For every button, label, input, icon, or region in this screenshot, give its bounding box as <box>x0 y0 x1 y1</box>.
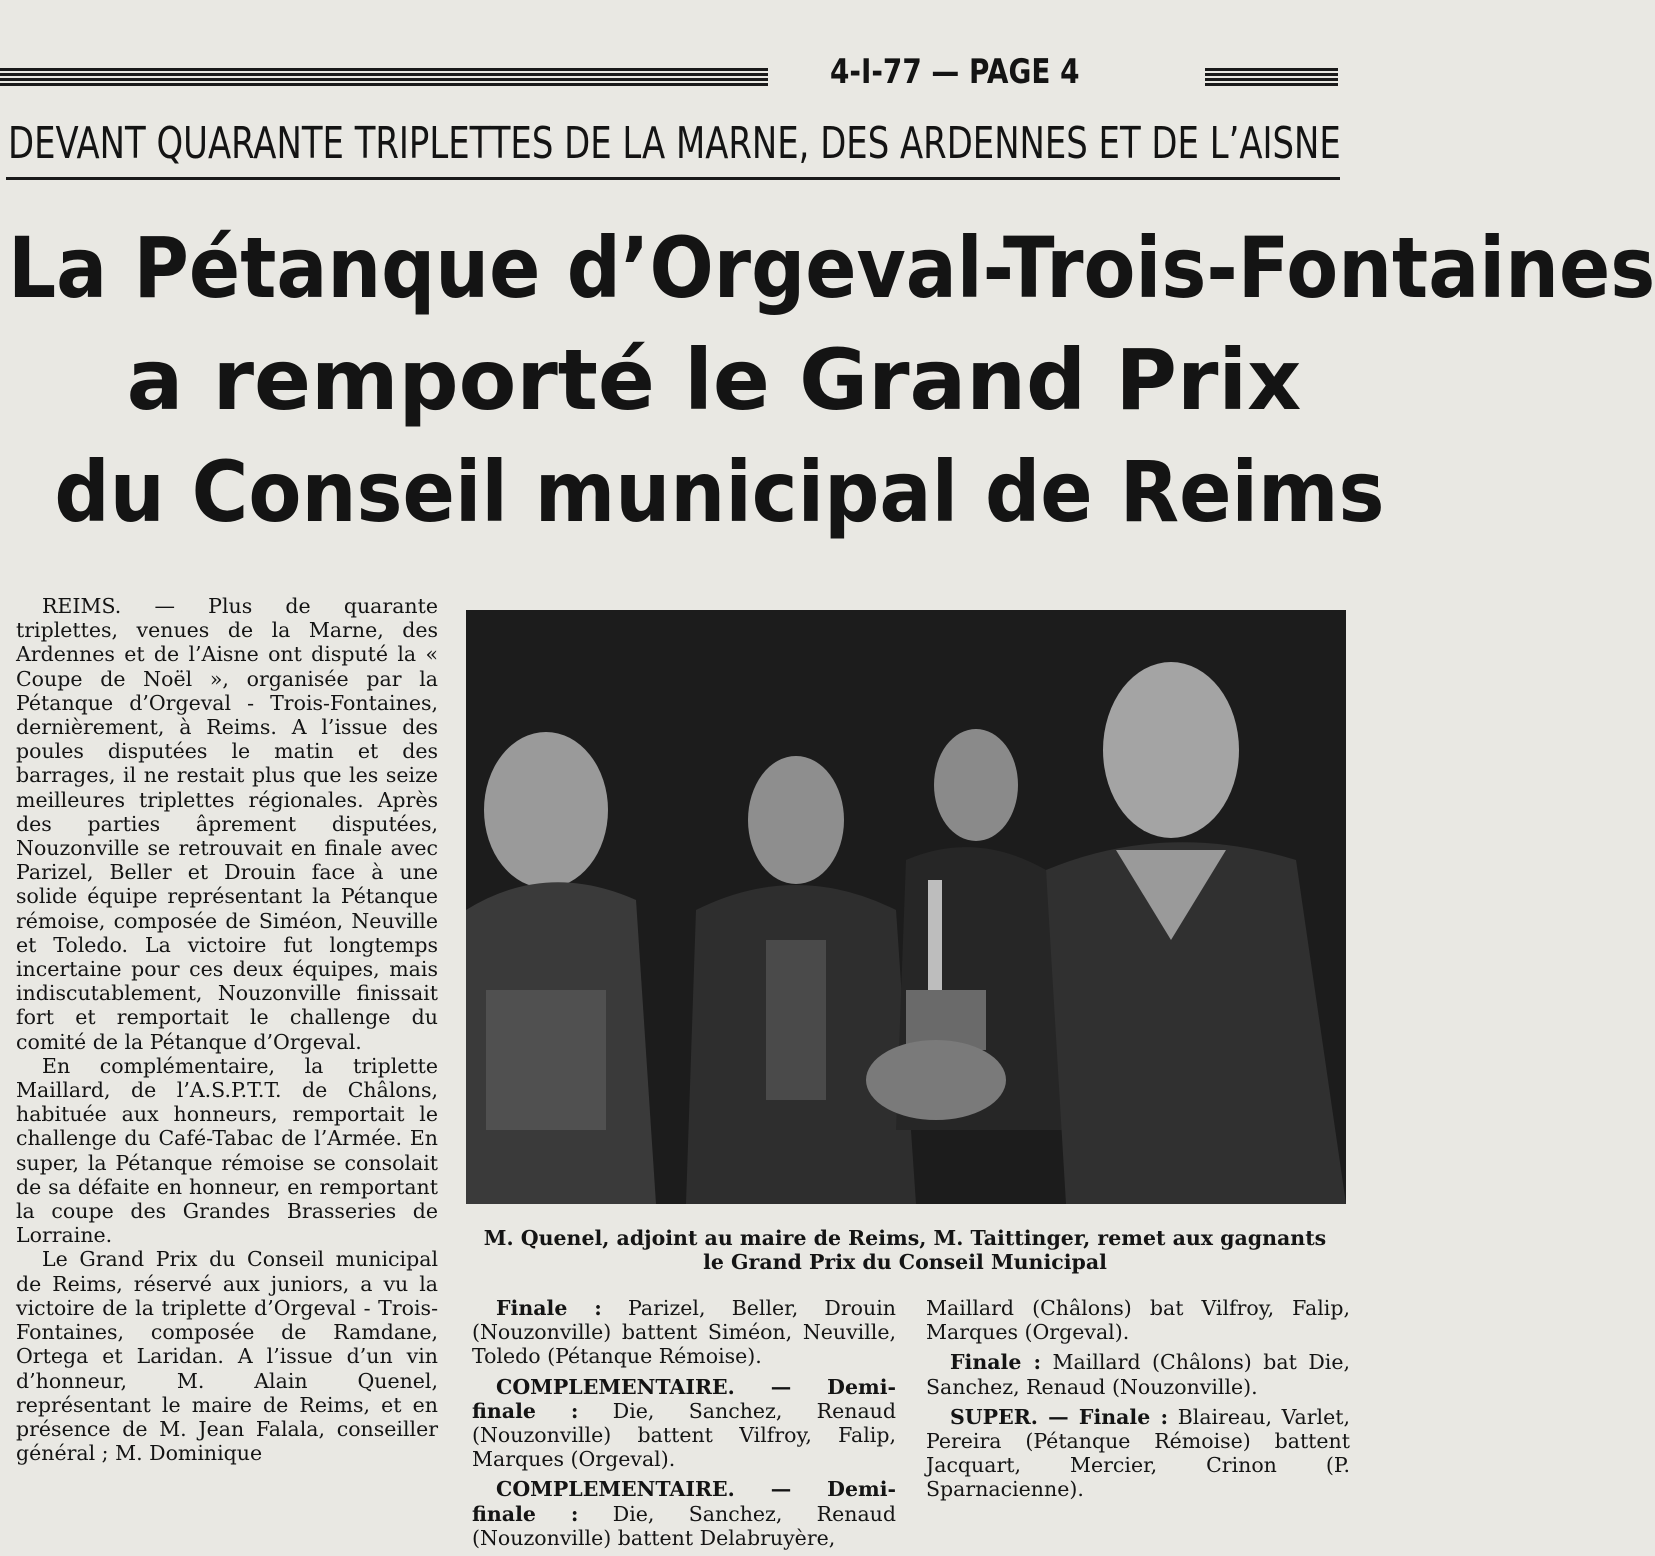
article-paragraph: En complémentaire, la triplette Maillard, de l’A.S.P.T.T. de Châlons, habituée aux honneurs, remportait le challenge du Café-Tabac de l’Armée. En super, la Pétanque rémoise se consolait de sa défaite en honneur, en remportant la coupe des Grandes Brasseries de Lorraine. <box>16 1053 438 1248</box>
photo-caption: M. Quenel, adjoint au maire de Reims, M. Taittinger, remet aux gagnants le Grand Prix du Conseil Municipal <box>483 1226 1327 1274</box>
headline-line-1: La Pétanque d’Orgeval-Trois-Fontaines <box>8 219 1655 317</box>
article-paragraph: REIMS. — Plus de quarante triplettes, venues de la Marne, des Ardennes et de l’Aisne ont disputé la « Coupe de Noël », organisée par la Pétanque d’Orgeval - Trois-Fontaines, dernièrement, à Reims. A l’issue des poules disputées le matin et des barrages, il ne restait plus que les seize meilleures triplettes régionales. Après des parties âprement disputées, Nouzonville se retrouvait en finale avec Parizel, Beller et Drouin face à une solide équipe représentant la Pétanque rémoise, composée de Siméon, Neuville et Toledo. La victoire fut longtemps incertaine pour ces deux équipes, mais indiscutablement, Nouzonville finissait fort et remportait le challenge du comité de la Pétanque d’Orgeval. <box>16 594 438 1054</box>
header-rule-left <box>0 68 768 90</box>
article-body <box>16 594 438 1465</box>
main-headline <box>0 212 1655 548</box>
result-entry: SUPER. — Finale : Blaireau, Varlet, Pereira (Pétanque Rémoise) battent Jacquart, Mercier, Crinon (P. Sparnacienne). <box>926 1404 1350 1502</box>
article-paragraph: Le Grand Prix du Conseil municipal de Reims, réservé aux juniors, a vu la victoire de la triplette d’Orgeval - Trois-Fontaines, composée de Ramdane, Ortega et Laridan. A l’issue d’un vin d’honneur, M. Alain Quenel, représentant le maire de Reims, et en présence de M. Jean Falala, conseiller général ; M. Dominique <box>16 1247 438 1466</box>
results-column-right <box>926 1296 1350 1508</box>
result-entry: COMPLEMENTAIRE. — Demi-finale : Die, Sanchez, Renaud (Nouzonville) battent Vilfroy, Falip, Marques (Orgeval). <box>472 1374 896 1472</box>
kicker-rule <box>6 177 1340 180</box>
results-column-middle <box>472 1296 896 1556</box>
kicker-headline: DEVANT QUARANTE TRIPLETTES DE LA MARNE, DES ARDENNES ET DE L’AISNE <box>8 118 1341 169</box>
result-entry: Maillard (Châlons) bat Vilfroy, Falip, Marques (Orgeval). <box>926 1296 1350 1345</box>
header-rule-right <box>1205 68 1338 90</box>
result-entry: Finale : Maillard (Châlons) bat Die, Sanchez, Renaud (Nouzonville). <box>926 1350 1350 1399</box>
result-entry: Finale : Parizel, Beller, Drouin (Nouzonville) battent Siméon, Neuville, Toledo (Pétanque Rémoise). <box>472 1296 896 1369</box>
news-photo <box>466 610 1346 1204</box>
headline-line-3: du Conseil municipal de Reims <box>54 443 1385 541</box>
dateline: 4-I-77 — PAGE 4 <box>830 52 1080 92</box>
headline-line-2: a remporté le Grand Prix <box>126 331 1302 429</box>
result-entry: COMPLEMENTAIRE. — Demi-finale : Die, Sanchez, Renaud (Nouzonville) battent Delabruyère, <box>472 1477 896 1550</box>
photo-illustration <box>466 610 1346 1204</box>
